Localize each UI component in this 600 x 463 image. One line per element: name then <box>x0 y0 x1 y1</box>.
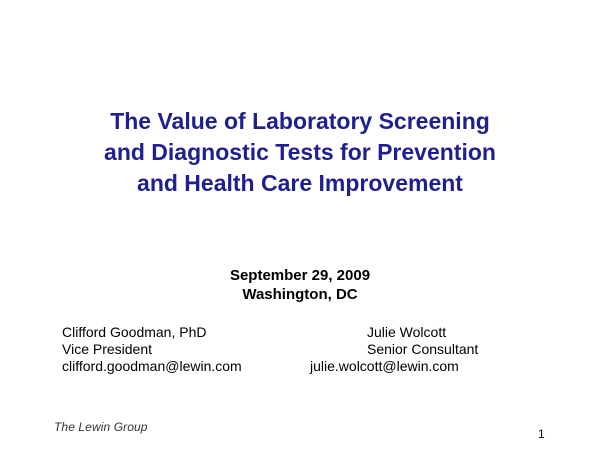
presentation-location: Washington, DC <box>242 286 358 303</box>
page-number: 1 <box>538 427 545 441</box>
organization-logo-text: The Lewin Group <box>54 420 148 434</box>
slide-title-line-2: and Diagnostic Tests for Prevention <box>104 139 496 165</box>
presenter-role: Senior Consultant <box>367 341 479 357</box>
slide-title-line-3: and Health Care Improvement <box>137 170 463 196</box>
presenter-email: julie.wolcott@lewin.com <box>310 358 459 374</box>
slide-title <box>0 106 600 199</box>
presenter-role: Vice President <box>62 341 153 357</box>
presentation-date: September 29, 2009 <box>229 267 371 284</box>
presenter-email: clifford.goodman@lewin.com <box>62 358 242 374</box>
date-location-block <box>0 266 600 304</box>
presenter-name: Julie Wolcott <box>367 324 447 340</box>
presenter-right <box>300 324 540 375</box>
slide-title-line-1: The Value of Laboratory Screening <box>110 108 490 134</box>
presenter-left <box>62 324 242 375</box>
presenter-name: Clifford Goodman, PhD <box>62 324 207 340</box>
